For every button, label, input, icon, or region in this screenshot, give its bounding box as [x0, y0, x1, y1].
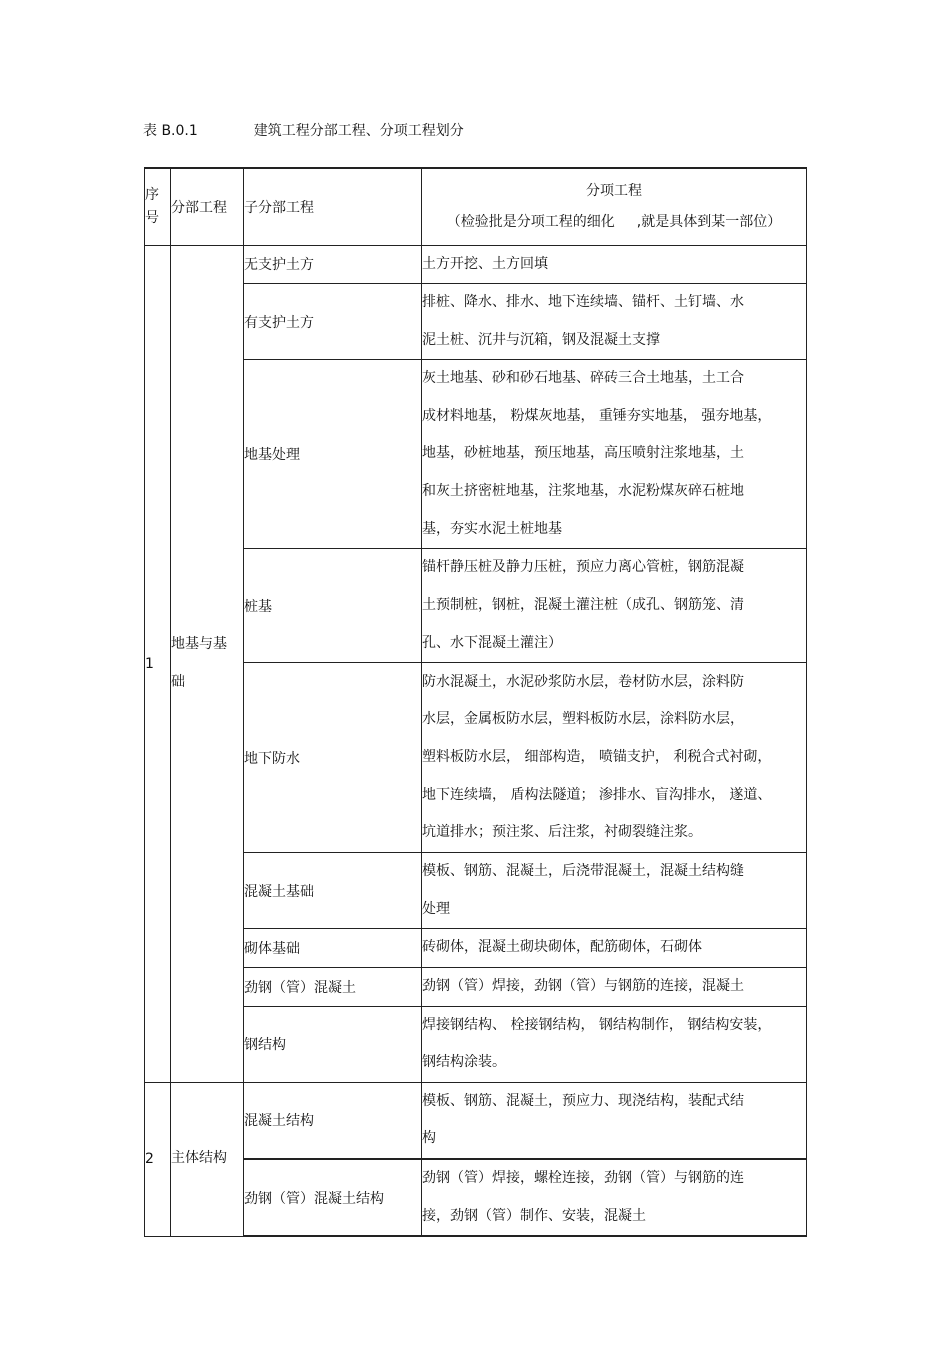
item-line: 水层，金属板防水层，塑料板防水层，涂料防水层， — [422, 711, 744, 728]
items-cell — [422, 245, 807, 284]
item-line: 地基，砂桩地基，预压地基，高压喷射注浆地基，土 — [422, 445, 744, 462]
sub-division-cell: 劲钢（管）混凝土结构 — [244, 1159, 422, 1236]
item-line: 灰土地基、砂和砂石地基、碎砖三合土地基，土工合 — [422, 370, 744, 387]
caption-title: 建筑工程分部工程、分项工程划分 — [253, 123, 464, 139]
item-line: 焊接钢结构、 栓接钢结构， 钢结构制作， 钢结构安装， — [422, 1016, 772, 1033]
items-cell — [422, 360, 807, 549]
table-caption — [143, 120, 464, 140]
table-row — [145, 549, 807, 663]
group-seq: 2 — [145, 1082, 171, 1236]
sub-division-cell: 桩基 — [244, 549, 422, 663]
table-row — [145, 1082, 807, 1159]
caption-label: 表 B.0.1 — [143, 123, 198, 139]
table-row — [145, 245, 807, 284]
header-items: 分项工程 （检验批是分项工程的细化 ,就是具体到某一部位） — [422, 168, 807, 245]
item-line: 基，夯实水泥土桩地基 — [422, 520, 562, 537]
item-line: 钢结构涂装。 — [422, 1054, 506, 1071]
table-row — [145, 1159, 807, 1236]
items-cell — [422, 1159, 807, 1236]
header-sub: 子分部工程 — [244, 168, 422, 245]
dept-line: 础 — [171, 673, 185, 690]
item-line: 模板、钢筋、混凝土，预应力、现浇结构，装配式结 — [422, 1092, 744, 1109]
sub-division-cell: 砌体基础 — [244, 929, 422, 968]
item-line: 劲钢（管）焊接，螺栓连接，劲钢（管）与钢筋的连 — [422, 1170, 744, 1187]
dept-line: 主体结构 — [171, 1150, 227, 1167]
sub-division-cell: 无支护土方 — [244, 245, 422, 284]
item-line: 地下连续墙， 盾构法隧道； 渗排水、盲沟排水， 遂道、 — [422, 786, 772, 803]
item-line: 排桩、降水、排水、地下连续墙、锚杆、土钉墙、水 — [422, 294, 744, 311]
item-line: 泥土桩、沉井与沉箱，钢及混凝土支撑 — [422, 331, 660, 348]
item-line: 处理 — [422, 900, 450, 917]
item-line: 防水混凝土，水泥砂浆防水层，卷材防水层，涂料防 — [422, 673, 744, 690]
items-cell — [422, 663, 807, 853]
item-line: 坑道排水；预注浆、后注浆，衬砌裂缝注浆。 — [422, 824, 702, 841]
item-line: 塑料板防水层， 细部构造， 喷锚支护， 利税合式衬砌， — [422, 748, 772, 765]
item-line: 模板、钢筋、混凝土，后浇带混凝土，混凝土结构缝 — [422, 863, 744, 880]
items-cell — [422, 1082, 807, 1159]
items-cell — [422, 853, 807, 929]
item-line: 土预制桩，钢桩，混凝土灌注桩（成孔、钢筋笼、清 — [422, 596, 744, 613]
table-row — [145, 1006, 807, 1082]
table-row — [145, 284, 807, 360]
item-line: 和灰土挤密桩地基，注浆地基，水泥粉煤灰碎石桩地 — [422, 483, 744, 500]
group-seq: 1 — [145, 245, 171, 1082]
dept-line: 地基与基 — [171, 636, 227, 653]
division-table — [144, 167, 807, 1237]
items-cell — [422, 1006, 807, 1082]
header-row — [145, 168, 807, 245]
table-row — [145, 929, 807, 968]
items-cell — [422, 549, 807, 663]
item-line: 孔、水下混凝土灌注） — [422, 634, 562, 651]
sub-division-cell: 钢结构 — [244, 1006, 422, 1082]
table-row — [145, 853, 807, 929]
items-cell — [422, 284, 807, 360]
header-seq: 序 号 — [145, 168, 171, 245]
sub-division-cell: 混凝土基础 — [244, 853, 422, 929]
header-dept: 分部工程 — [171, 168, 244, 245]
item-line: 劲钢（管）焊接，劲钢（管）与钢筋的连接，混凝土 — [422, 978, 744, 995]
item-line: 锚杆静压桩及静力压桩，预应力离心管桩，钢筋混凝 — [422, 559, 744, 576]
sub-division-cell: 有支护土方 — [244, 284, 422, 360]
items-cell — [422, 968, 807, 1007]
sub-division-cell: 地基处理 — [244, 360, 422, 549]
item-line: 构 — [422, 1130, 436, 1147]
table-row — [145, 968, 807, 1007]
sub-division-cell: 混凝土结构 — [244, 1082, 422, 1159]
item-line: 土方开挖、土方回填 — [422, 255, 548, 272]
table-row — [145, 663, 807, 853]
table-row — [145, 360, 807, 549]
item-line: 接，劲钢（管）制作、安装，混凝土 — [422, 1207, 646, 1224]
item-line: 砖砌体，混凝土砌块砌体，配筋砌体，石砌体 — [422, 939, 702, 956]
sub-division-cell: 劲钢（管）混凝土 — [244, 968, 422, 1007]
group-dept — [171, 245, 244, 1082]
item-line: 成材料地基， 粉煤灰地基， 重锤夯实地基， 强夯地基， — [422, 407, 772, 424]
group-dept — [171, 1082, 244, 1236]
items-cell — [422, 929, 807, 968]
sub-division-cell: 地下防水 — [244, 663, 422, 853]
